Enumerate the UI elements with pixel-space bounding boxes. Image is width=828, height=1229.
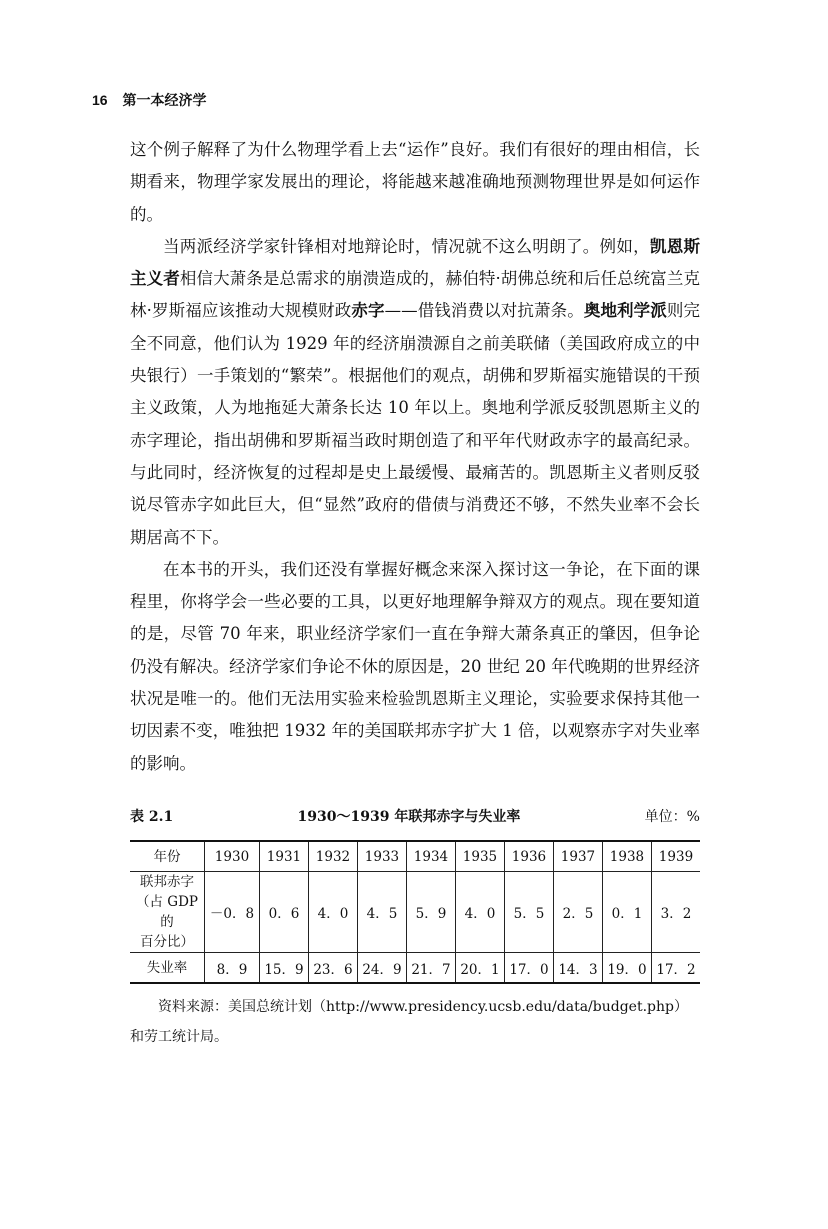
paragraph	[130, 554, 700, 780]
table-cell: 5．9	[406, 872, 455, 953]
paragraph	[130, 134, 700, 231]
row-label-line: （占 GDP 的	[136, 894, 198, 930]
running-header	[92, 90, 206, 110]
table-cell: 4．0	[455, 872, 504, 953]
paragraph	[130, 231, 700, 554]
table-unit: 单位：%	[644, 809, 700, 825]
text-segment: 在本书的开头，我们还没有掌握好概念来深入探讨这一争论，在下面的课程里，你将学会一些必要的工具，以更好地理解争辩双方的观点。现在要知道的是，尽管 70 年来，职业经济学家们一直在争辩大萧条真正的肇因，但争论仍没有解决。经济学家们争论不休的原因是，20 世纪 20 年代晚期的世界经济状况是唯一的。他们无法用实验来检验凯恩斯主义理论，实验要求保持其他一切因素不变，唯独把 1932 年的美国联邦赤字扩大 1 倍，以观察赤字对失业率的影响。	[130, 559, 700, 773]
year-cell: 1939	[651, 841, 700, 872]
table-cell: 14．3	[553, 953, 602, 984]
table-cell: 4．0	[308, 872, 357, 953]
row-label-line: 失业率	[146, 959, 188, 976]
table-caption	[130, 806, 700, 826]
bold-term: 凯恩斯主义者	[130, 236, 701, 289]
source-note: 资料来源：美国总统计划（http://www.presidency.ucsb.edu/data/budget.php）和劳工统计局。	[130, 999, 688, 1045]
text-segment: 这个例子解释了为什么物理学看上去“运作”良好。我们有很好的理由相信，长期看来，物理学家发展出的理论，将能越来越准确地预测物理世界是如何运作的。	[130, 140, 700, 224]
page-number: 16	[92, 92, 108, 108]
table-cell: 15．9	[259, 953, 308, 984]
table-header-row	[130, 841, 700, 872]
table-cell: 20．1	[455, 953, 504, 984]
table-title: 1930～1939 年联邦赤字与失业率	[297, 809, 521, 825]
data-table	[130, 840, 700, 984]
table-cell: 19．0	[602, 953, 651, 984]
table-cell: 2．5	[553, 872, 602, 953]
table-cell: 23．6	[308, 953, 357, 984]
bold-term: 赤字	[351, 301, 385, 321]
table-cell: 17．0	[504, 953, 553, 984]
year-cell: 1935	[455, 841, 504, 872]
table-cell: 17．2	[651, 953, 700, 984]
year-header-label: 年份	[130, 841, 205, 872]
text-segment: ——借钱消费以对抗萧条。	[384, 301, 584, 321]
table-cell: 4．5	[357, 872, 406, 953]
table-cell: 21．7	[406, 953, 455, 984]
book-title: 第一本经济学	[122, 93, 207, 109]
text-segment: 则完全不同意，他们认为 1929 年的经济崩溃源自之前美联储（美国政府成立的中央银行）一手策划的“繁荣”。根据他们的观点，胡佛和罗斯福实施错误的干预主义政策，人为地拖延大萧条长达 10 年以上。奥地利学派反驳凯恩斯主义的赤字理论，指出胡佛和罗斯福当政时期创造了和平年代财政赤字的最高纪录。与此同时，经济恢复的过程却是史上最缓慢、最痛苦的。凯恩斯主义者则反驳说尽管赤字如此巨大，但“显然”政府的借债与消费还不够，不然失业率不会长期居高不下。	[130, 301, 701, 547]
year-cell: 1934	[406, 841, 455, 872]
row-label-line: 百分比）	[140, 934, 194, 950]
year-cell: 1930	[205, 841, 260, 872]
table-cell: 3．2	[651, 872, 700, 953]
table-row	[130, 872, 700, 953]
table-label: 表 2.1	[130, 809, 174, 825]
year-cell: 1932	[308, 841, 357, 872]
table-row	[130, 953, 700, 984]
table-cell: 24．9	[357, 953, 406, 984]
row-label-line: 联邦赤字	[140, 874, 194, 890]
row-label-deficit	[130, 872, 205, 953]
bold-term: 奥地利学派	[583, 301, 667, 321]
year-cell: 1931	[259, 841, 308, 872]
year-cell: 1937	[553, 841, 602, 872]
row-label-unemployment	[130, 953, 205, 984]
year-cell: 1936	[504, 841, 553, 872]
table-cell: 5．5	[504, 872, 553, 953]
table-cell: 0．6	[259, 872, 308, 953]
year-cell: 1933	[357, 841, 406, 872]
table-cell: 0．1	[602, 872, 651, 953]
table-cell: －0．8	[205, 872, 260, 953]
text-segment: 相信大萧条是总需求的崩溃造成的，赫伯特·胡佛总统和后任总统富兰克林·罗斯福应该推动大规模财政	[130, 269, 701, 321]
table-cell: 8．9	[205, 953, 260, 984]
year-cell: 1938	[602, 841, 651, 872]
text-segment: 当两派经济学家针锋相对地辩论时，情况就不这么明朗了。例如，	[163, 236, 650, 256]
body-text	[130, 134, 700, 780]
